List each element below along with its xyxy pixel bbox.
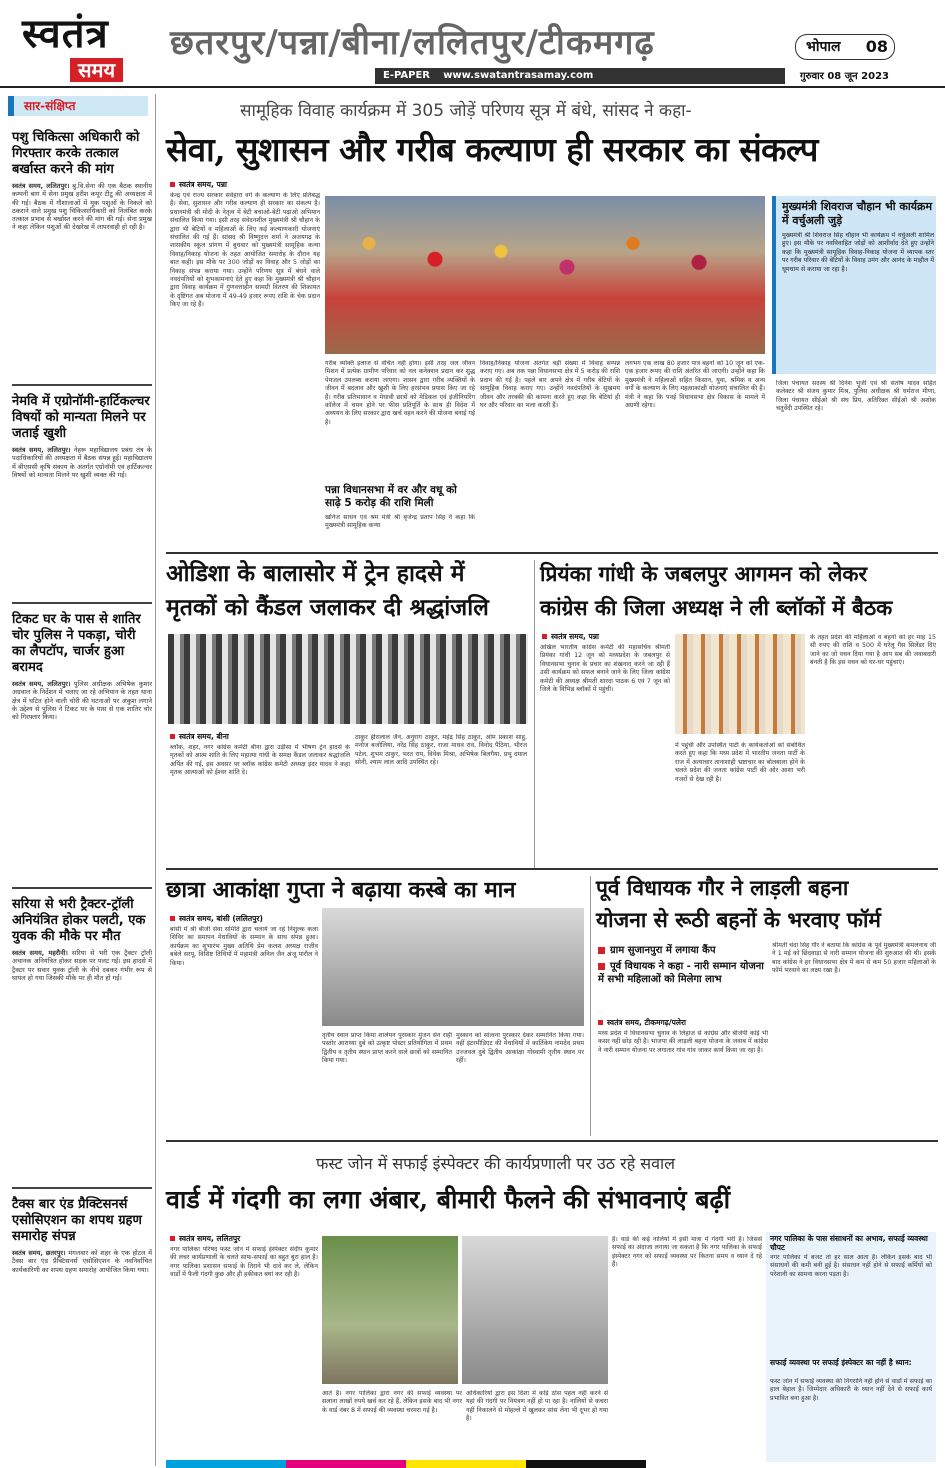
brief-body: नेहरू महाविद्यालय प्रबंध तंत्र के पदाधिकारियों की अध्यक्षता में बैठक संपन्न हुई। महाविद्यालय में बीएससी कृषि संकाय के अंतर्गत एग्रोनॉमी एवं हार्टिकल्चर विषयों को मान्यता मिलने पर खुशी व्यक्त की गई। xyxy=(12,446,153,479)
mass-wedding-photo[interactable] xyxy=(325,196,765,354)
lead-byline: स्वतंत्र समय, पन्ना xyxy=(170,180,227,190)
brief-title: नेमवि में एग्रोनॉमी-हार्टिकल्चर विषयों को मान्यता मिलने पर जताई खुशी xyxy=(12,394,150,441)
cleanliness-box-title-2: सफाई व्यवस्था पर सफाई इंस्पेक्टर का नहीं है ध्यान: xyxy=(770,1358,912,1367)
lead-column-3: विवाह/निकाह योजना अंतर्गत बड़ी संख्या में विवाह सम्पन्न कराए गए। अब तक पन्ना विधानसभा क्षेत्र में 5 करोड़ की राशि प्रदान की गई है। पहले बार अपने क्षेत्र में गरीब बेटियों के सामूहिक विवाह कराए गए। उन्होंने नवदंपतियों के सुखमय जीवन और तरक्की की कामना करते हुए कहा कि बेटियां ही घर और परिवार का भला करती हैं। xyxy=(480,360,620,410)
student-column-3: मुस्कान को सांत्वना पुरस्कार देकर सम्मानित किया गया। वहीं इंटरमीडिएट की मेधावियों में कार्तिकेय नामदेव प्रथम उज्जवल दुबे द्वितीय आकांक्षा गोस्वामी तृतीय स्थान पर रहीं। xyxy=(456,1032,584,1065)
cleanliness-column-4: है। वार्ड की कई नालियों में इसी मात्रा में गंदगी भरी है। जिससे सफाई का अंदाजा लगाया जा सकता है कि नगर पालिका के सफाई इंस्पेक्टर नगर को सफाई व्यवस्था पर कितना समय व ध्यान दे रहे हैं। xyxy=(612,1236,762,1269)
brief-byline: स्वतंत्र समय, ललितपुर। xyxy=(12,680,71,688)
logo-line1: स्वतंत्र xyxy=(22,10,109,57)
ladli-bullet-1: ग्राम सुजानपुरा में लगाया कैंप xyxy=(598,944,768,957)
cleanliness-sidebox xyxy=(766,1232,936,1462)
brief-story[interactable] xyxy=(12,394,152,479)
masthead xyxy=(0,0,945,88)
lead-column-4: लगभग एक लाख 80 हजार पात्र बहनों को 10 जून को एक-एक हजार रूपए की राशि अंतरित की जाएगी। उन्होंने कहा कि मुख्यमंत्री ने महिलाओं सहित किसान, युवा, श्रमिक व अन्य वर्गों के कल्याण के लिए महत्वाकांक्षी योजनाएं संचालित की हैं। मंत्री ने कहा कि पवई विधानसभा क्षेत्र विकास के मामले में अग्रणी रहेगा। xyxy=(625,360,765,410)
priyanka-column-1: अखिल भारतीय कांग्रेस कमेटी की महासचिव श्रीमती प्रियंका गांधी 12 जून को मध्यप्रदेश के जबलपुर से विधानसभा चुनाव के प्रचार का शंखनाद करने जा रही हैं उसी कार्यक्रम को सफल बनाने जाने के लिए जिला कांग्रेस कमेटी की अध्यक्ष श्रीमती शारदा पाठक 6 एवं 7 जून को जिले के विभिन्न ब्लॉकों में पहुंची। xyxy=(540,644,670,694)
student-award-photo[interactable] xyxy=(322,908,584,1026)
lead-column-2: गरीब व्यक्ति इलाज से वंचित नहीं होगा। इसी तरह जल जीवन मिशन में प्रत्येक ग्रामीण परिवार को नल कनेक्शन प्रदान कर शुद्ध पेयजल उपलब्ध कराया जाएगा। शासन द्वारा गरीब व्यक्तियों के जीवन में बदलाव और खुशी के लिए हरसंभव प्रयास किए जा रहे हैं। गरीब प्रतिभावान व मेधावी छात्रों को मेडिकल एवं इंजीनियरिंग कॉलेज में चयन होने पर फीस प्रतिपूर्ति के साथ ही विदेश में अध्ययन के लिए सरकार द्वारा खर्च वहन करने की योजना बनाई गई है। xyxy=(325,360,475,426)
cleanliness-column-3: अधिकारियों द्वारा इस दिशा में कोई ठोस पहल नहीं करने से यहां की गंदगी पर नियंत्रण नहीं हो पा रहा है। नालियों से कचरा नहीं निकालने से मोहल्ले में खुलकर सांस लेना भी दूभर हो गया है। xyxy=(466,1390,608,1423)
cleanliness-box-title: नगर पालिका के पास संसाधनों का अभाव, सफाई व्यवस्था चौपट xyxy=(770,1234,928,1252)
cleanliness-column-2: आते है। नगर पालिका द्वारा नगर की सफाई व्यवस्था पर सलाना लाखों रुपये खर्च कर रहे हैं, लेकिन इसके बाद भी नगर के वार्ड नंबर 8 में सफाई की व्यवस्था चरमरा गई है। xyxy=(322,1390,462,1414)
odisha-headline-1[interactable]: ओडिशा के बालासोर में ट्रेन हादसे में xyxy=(166,560,465,587)
brief-body: बु.वि.सेना की एक बैठक स्थानीय कम्पनी बाग में सेना प्रमुख हरीश कपूर टीटू की अध्यक्षता में की गई। बैठक में गौशालाओं में मूक पशुओं के निकले को ठकराने वाले प्रमुख पशु चिकित्साधिकारी को निलंबित करके तत्काल प्रभाव से बर्खास्त करने की मांग की गई। सेना प्रमुख ने कहा लेकिन पशुओं की देखरेख में लापरवाही हो रही है। xyxy=(12,182,152,232)
lead-pull-body: खनिज साधन एवं श्रम मंत्री श्री बृजेन्द्र प्रताप सिंह ने कहा कि मुख्यमंत्री सामूहिक कन्या xyxy=(325,514,475,530)
garbage-photo-1[interactable] xyxy=(322,1236,458,1384)
edition-page-box xyxy=(795,34,895,60)
brief-byline: स्वतंत्र समय, ललितपुर। xyxy=(12,182,70,190)
cleanliness-kicker: फस्ट जोन में सफाई इंस्पेक्टर की कार्यप्रणाली पर उठ रहे सवाल xyxy=(316,1154,675,1173)
brief-divider xyxy=(12,887,152,889)
brief-byline: स्वतंत्र समय, ललितपुर। xyxy=(12,446,71,454)
lead-column-5: जिला पंचायत सदस्य श्री दिनेश भुर्जी एवं श्री संतोष यादव सहित कलेक्टर श्री संजय कुमार मिश्र, पुलिस अधीक्षक श्री धर्मराज मीणा, जिला पंचायत सीईओ श्री संघ प्रिय, अतिरिक्त सीईओ श्री अशोक चतुर्वेदी उपस्थित रहे। xyxy=(776,380,936,413)
logo-line2: समय xyxy=(70,58,123,82)
priyanka-headline-2[interactable]: कांग्रेस की जिला अध्यक्ष ने ली ब्लॉकों में बैठक xyxy=(540,595,893,620)
priyanka-headline-1[interactable]: प्रियंका गांधी के जबलपुर आगमन को लेकर xyxy=(540,561,868,586)
epaper-strip xyxy=(375,68,785,84)
brief-story[interactable] xyxy=(12,130,152,232)
lead-kicker: सामूहिक विवाह कार्यक्रम में 305 जोड़ें परिणय सूत्र में बंधे, सांसद ने कहा- xyxy=(240,101,692,121)
ladli-column-2: श्रीमती चंदा सिंह गौर ने बताया कि कांग्रेस के पूर्व मुख्यमंत्री कमलनाथ जी ने 1 मई को छिंदवाड़ा से नारी सम्मान योजना की शुरुआत की थी। इसके बाद कांग्रेस ने हर विधानसभा क्षेत्र में कम से कम 50 हजार महिलाओं के फॉर्म भरवाने का लक्ष्य रखा है। xyxy=(772,942,936,975)
newspaper-logo[interactable] xyxy=(22,12,152,84)
priyanka-column-2: में पहुंची और उपस्थित पार्टी के कार्यकर्ताओं को संबोधित करते हुए कहा कि मध्य प्रदेश में भारतीय जनता पार्टी के राज में अत्याचार तानाशाही भ्रष्टाचार का बोलबाला होने के चलते प्रदेश की जनता कांग्रेस पार्टी की ओर आशा भरी नजरों से देख रही है। xyxy=(675,742,805,783)
ladli-bullet-2: पूर्व विधायक ने कहा - नारी सम्मान योजना में सभी महिलाओं को मिलेगा लाभ xyxy=(598,960,768,986)
edition-cities: छतरपुर/पन्ना/बीना/ललितपुर/टीकमगढ़ xyxy=(170,23,655,63)
section-divider xyxy=(166,552,938,554)
brief-story[interactable] xyxy=(12,1197,152,1274)
brief-title: पशु चिकित्सा अधिकारी को गिरफ्तार करके तत्काल बर्खास्त करने की मांग xyxy=(12,130,140,177)
section-divider xyxy=(166,1140,938,1142)
brief-body: मंगलवार को शहर के एक होटल में टैक्स बार एंड प्रैक्टिसनर्स एसोसिएशन के नवनिर्वाचित कार्यकारिणी का शपथ ग्रहण समारोह आयोजित किया गया। xyxy=(12,1249,152,1274)
sidebar-stories xyxy=(12,122,152,1462)
epaper-label: E-PAPER xyxy=(383,70,430,81)
odisha-column-1: ब्लॉक, शहर, नगर कांग्रेस कमेटी बीना द्वारा उड़ीसा में भीषण ट्रेन हादसे के मृतकों को आत्म शांति के लिए महात्मा गांधी के समक्ष कैंडल जलाकर श्रद्धांजलि अर्पित की गई, इस अवसर पर ब्लॉक कांग्रेस कमेटी अध्यक्ष इंदर यादव ने कहा मृतक आत्माओं को ईश्वर शांति दे। xyxy=(170,744,350,777)
brief-story[interactable] xyxy=(12,612,152,721)
cm-sidebox-title: मुख्यमंत्री शिवराज चौहान भी कार्यक्रम में वर्चुअली जुड़े xyxy=(782,200,933,227)
priyanka-byline: स्वतंत्र समय, पन्ना xyxy=(542,632,599,642)
lead-column-1: केन्द्र एवं राज्य सरकार सर्वहारा वर्ग के कल्याण के लिए प्रतिबद्ध है। सेवा, सुशासन और गरीब कल्याण ही सरकार का संकल्प है। प्रधानमंत्री श्री मोदी के नेतृत्व में बेटी बचाओ-बेटी पढ़ाओ अभियान संचालित किया गया। इसी तरह संवेदनशील मुख्यमंत्री श्री चौहान के द्वारा भी बेटियों व महिलाओं के लिए कई कल्याणकारी योजनाएं संचालित की गई हैं। सांसद श्री विष्णुदत्त शर्मा ने अजयगढ़ के शासकीय स्कूल प्रांगण में बुधवार को मुख्यमंत्री सामूहिक कन्या विवाह/निकाह योजना के तहत आयोजित समारोह के दौरान यह बात कही। इस मौके पर 300 जोड़ों का विवाह और 5 जोड़ों का निकाह संपन्न कराया गया। उन्होंने परिणय सूत्र में बंधने वाले नवदंपतियों को शुभकामनाएं देते हुए कहा कि मुख्यमंत्री श्री चौहान द्वारा विवाह कार्यक्रम में गुणवत्ताहीन सामग्री वितरण की शिकायत के दृष्टिगत अब योजना में 49-49 हजार रूपए राशि के चेक प्रदान किए जा रहे हैं। xyxy=(170,192,320,309)
color-bar-cyan xyxy=(166,1460,286,1468)
student-headline[interactable]: छात्रा आकांक्षा गुप्ता ने बढ़ाया कस्बे का मान xyxy=(166,877,516,903)
brief-byline: स्वतंत्र समय, महरौनी। xyxy=(12,949,68,957)
odisha-headline-2[interactable]: मृतकों को कैंडल जलाकर दी श्रद्धांजलि xyxy=(166,594,489,621)
priyanka-column-3: के तहत प्रदेश की महिलाओं व बहनों को हर माह 15 सौ रुपए की राशि व 500 में घरेलू गैस सिलेंडर दिए जाने का जो वचन दिया गया है आप सब की जवाबदारी बनती है कि इस वचन को घर-घर पहुंचाएं। xyxy=(810,634,936,667)
congress-meeting-photo[interactable] xyxy=(675,634,805,734)
brief-title: टिकट घर के पास से शातिर चोर पुलिस ने पकड़ा, चोरी का लैपटॉप, चार्जर हुआ बरामद xyxy=(12,612,141,675)
issue-date: गुरुवार 08 जून 2023 xyxy=(800,71,890,82)
column-rule xyxy=(534,560,535,868)
odisha-byline: स्वतंत्र समय, बीना xyxy=(170,732,229,742)
color-bar-black xyxy=(526,1460,646,1468)
color-bar-yellow xyxy=(406,1460,526,1468)
edition-name: भोपाल xyxy=(806,39,841,55)
page-number: 08 xyxy=(865,37,888,56)
column-rule xyxy=(590,876,591,1136)
cm-sidebox xyxy=(772,196,936,374)
student-column-2: तृतीय स्थान प्राप्त किया शालेयन पुरस्कार मुंजन सेन राही पस्तोर आराध्या दुबे को उत्कृष्ट पोस्टर प्रतियोगिता में प्रथम द्वितीय व तृतीय स्थान प्राप्त करने वाले छात्रों को सम्मानित किया गया। xyxy=(322,1032,452,1065)
brief-body: पुलिस अधीक्षक अभिषेक कुमार अग्रवाल के निर्देशन में चलाए जा रहे अभियान के तहत थाना क्षेत्र में घटित होने वाली चोरी की घटनाओं पर अंकुश लगाने के उद्देश्य से पुलिस ने टिकट घर के पास से एक शातिर चोर को गिरफ्तार किया। xyxy=(12,680,152,722)
brief-title: सरिया से भरी ट्रैक्टर-ट्रॉली अनियंत्रित होकर पलटी, एक युवक की मौके पर मौत xyxy=(12,897,146,944)
student-byline: स्वतंत्र समय, बांसी (ललितपुर) xyxy=(170,914,263,924)
brief-byline: स्वतंत्र समय, छतरपुर। xyxy=(12,1249,66,1257)
lead-headline[interactable]: सेवा, सुशासन और गरीब कल्याण ही सरकार का संकल्प xyxy=(166,130,818,169)
cleanliness-byline: स्वतंत्र समय, ललितपुर xyxy=(170,1234,240,1244)
brief-body: सरिया से भरी एक ट्रैक्टर ट्रॉली अचानक अनियंत्रित होकर सड़क पर पलट गई। इस हादसे में ट्रैक्टर पर सवार युवक ट्रॉली के नीचे दबकर गंभीर रूप से घायल हो गया जिसकी मौके पर ही मौत हो गई। xyxy=(12,949,153,982)
section-divider xyxy=(166,868,938,870)
brief-title: टैक्स बार एंड प्रैक्टिसनर्स एसोसिएशन का शपथ ग्रहण समारोह संपन्न xyxy=(12,1197,142,1244)
garbage-photo-2[interactable] xyxy=(462,1236,608,1384)
brief-divider xyxy=(12,384,152,386)
candle-tribute-photo[interactable] xyxy=(168,634,528,724)
cleanliness-box-body: नगर पालिका में बजट तो हर साल आता है। लेकिन इसके बाद भी संसाधनों की कमी बनी हुई है। संसाधन नहीं होने से सफाई कर्मियों को परेशानी का सामना करना पड़ता है। xyxy=(770,1254,932,1278)
cm-sidebox-body: मुख्यमंत्री श्री शिवराज सिंह चौहान भी कार्यक्रम में वर्चुअली शामिल हुए। इस मौके पर नवविवाहित जोड़ों को आशीर्वाद देते हुए उन्होंने कहा कि मुख्यमंत्री सामूहिक विवाह-निकाह योजना में व्यापक स्तर पर गरीब परिवार की बेटियों के विवाह उमंग और आनंद के माहौल में धूमधाम से कराया जा रहा है। xyxy=(782,232,934,273)
brief-divider xyxy=(12,1187,152,1189)
brief-divider xyxy=(12,602,152,604)
ladli-column-1: मध्य प्रदेश में विधानसभा चुनाव के लिहाज से कांग्रेस और बीजेपी कोई भी कसर नहीं छोड़ रही है। भाजपा की लाड़ली बहना योजना के जवाब में कांग्रेस ने नारी सम्मान योजना पर लगातार गांव गांव जाकर कार्य किया जा रहा है। xyxy=(598,1030,768,1054)
cleanliness-headline[interactable]: वार्ड में गंदगी का लगा अंबार, बीमारी फैलने की संभावनाएं बढ़ीं xyxy=(166,1185,731,1214)
cleanliness-box-body-2: फस्ट जोन में सफाई व्यवस्था की निगरानि नहीं होने से वार्डों में सफाई का हाल बेहाल है। जिम्मेदार अधिकारी के ध्यान नहीं देने से सफाई कार्य प्रभावित बना हुआ है। xyxy=(770,1378,932,1402)
ladli-byline: स्वतंत्र समय, टीकमगढ़/पलेरा xyxy=(598,1018,686,1028)
odisha-column-2: ठाकुर हीरालाल जैन, अनुराग ठाकुर, महेंद्र सिंह ठाकुर, ओम प्रकाश साहु, मनोज बजोलिया, नरेंद्र सिंह ठाकुर, राजा माधव राव, विनोद पैठिया, भीरज पटेल, शुभम ठाकुर, भरत राय, विवेक मिश्रा, अभिषेक बिलगैया, प्रभु दयाल सोनी, श्याम लाल आदि उपस्थित रहे। xyxy=(355,734,527,767)
lead-pull-quote: पन्ना विधानसभा में वर और वधू को साढ़े 5 करोड़ की राशि मिली xyxy=(325,484,457,509)
website-link[interactable]: www.swatantrasamay.com xyxy=(443,70,594,81)
brief-story[interactable] xyxy=(12,897,152,982)
student-column-1: बांसी में श्री बीजी सेवा समिति द्वारा चलाये जा रहे निशुल्क कला शिविर का समापन मेधावियों के सम्मान के साथ संपन्न हुआ। कार्यक्रम का शुभारंभ मुख्य अतिथि प्रेम कलश अध्यक्ष राजीव बबेले सरपू, विशिष्ट तिथियों में महामंत्री अनिल जैन अंजू पारौल ने किया। xyxy=(170,926,318,967)
sidebar-header: सार-संक्षिप्त xyxy=(8,96,148,116)
ladli-headline-1[interactable]: पूर्व विधायक गौर ने लाड़ली बहना xyxy=(596,875,849,900)
ladli-headline-2[interactable]: योजना से रूठी बहनों के भरवाए फॉर्म xyxy=(596,907,881,932)
cleanliness-column-1: नगर पालिका परिषद फस्ट जोन में सफाई इंस्पेक्टर संदीप कुमार की लचर कार्यप्रणाली के चलते साफ-सफाई का बहुत बुरा हाल है। नगर पालिका प्रशासन सफाई के तिराने भी दावे कर ले, लेकिन वार्डों में फैली गंदगी कुछ और ही हकीकत बयां कर रही है। xyxy=(170,1246,318,1279)
color-bar-magenta xyxy=(286,1460,406,1468)
